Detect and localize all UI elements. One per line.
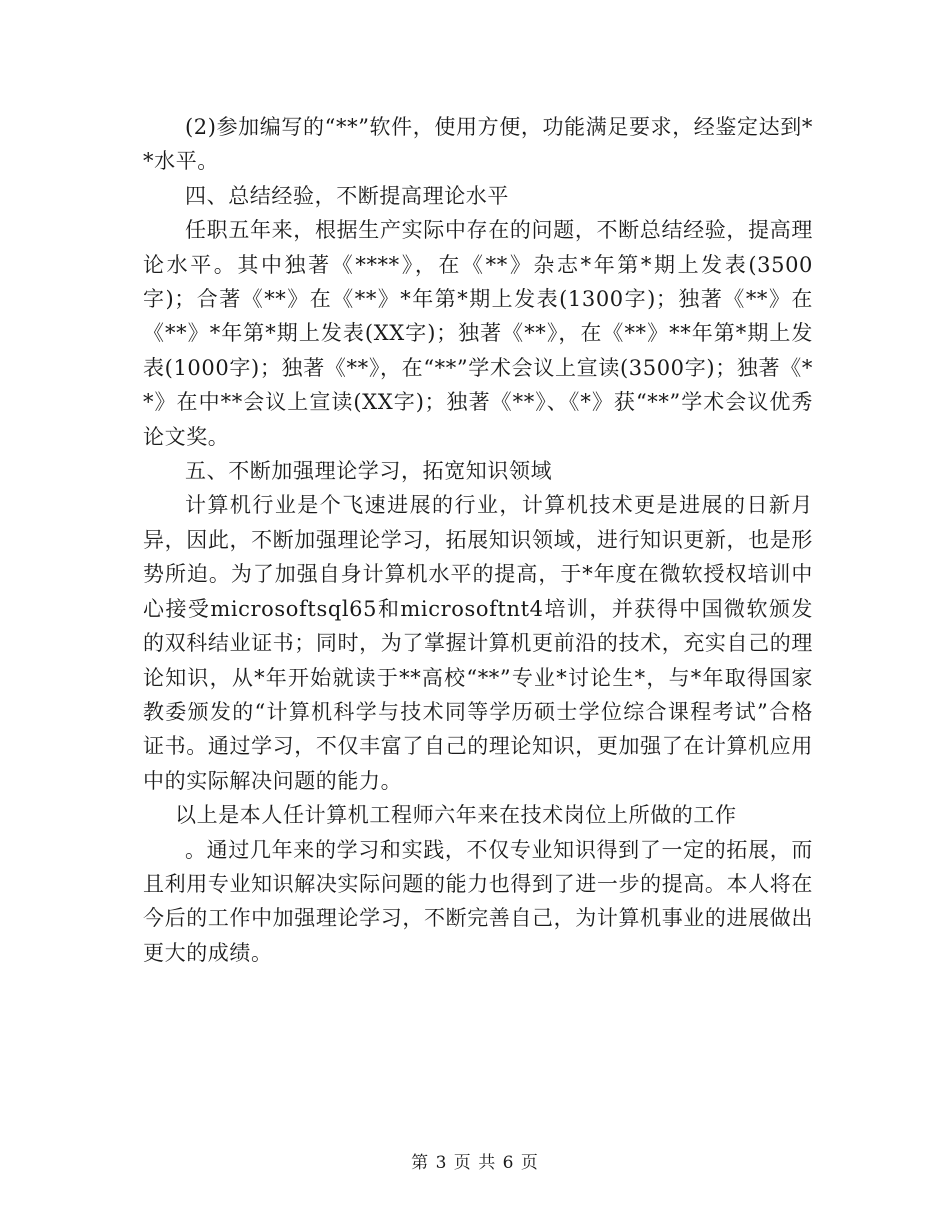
paragraph-learning: 计算机行业是个飞速进展的行业，计算机技术更是进展的日新月异，因此，不断加强理论学习，拓展知识领域，进行知识更新，也是形势所迫。为了加强自身计算机水平的提高，于*年度在微软授权培训中心接受microsoftsql65和microsoftnt4培训，并获得中国微软颁发的双科结业证书；同时，为了掌握计算机更前沿的技术，充实自己的理论知识，从*年开始就读于**高校“**”专业*讨论生*，与*年取得国家教委颁发的“计算机科学与技术同等学历硕士学位综合课程考试”合格证书。通过学习，不仅丰富了自己的理论知识，更加强了在计算机应用中的实际解决问题的能力。 — [143, 493, 813, 793]
paragraph-software: (2)参加编写的“**”软件，使用方便，功能满足要求，经鉴定达到**水平。 — [143, 115, 813, 174]
section-heading-four: 四、总结经验，不断提高理论水平 — [185, 183, 509, 208]
paragraph-summary-intro: 以上是本人任计算机工程师六年来在技术岗位上所做的工作 — [175, 803, 737, 828]
section-heading-five: 五、不断加强理论学习，拓宽知识领域 — [185, 459, 553, 484]
paragraph-publications: 任职五年来，根据生产实际中存在的问题，不断总结经验，提高理论水平。其中独著《****》，在《**》杂志*年第*期上发表(3500字)；合著《**》在《**》*年第*期上发表(1300字)；独著《**》在《**》*年第*期上发表(XX字)；独著《**》，在《**》**年第*期上发表(1000字)；独著《**》，在“**”学术会议上宣读(3500字)；独著《**》在中**会议上宣读(XX字)；独著《**》、《*》获“**”学术会议优秀论文奖。 — [143, 218, 813, 449]
paragraph-summary: 。通过几年来的学习和实践，不仅专业知识得到了一定的拓展，而且利用专业知识解决实际问题的能力也得到了进一步的提高。本人将在今后的工作中加强理论学习，不断完善自己，为计算机事业的进展做出更大的成绩。 — [143, 837, 813, 965]
page-number-footer: 第 3 页 共 6 页 — [411, 1153, 539, 1173]
document-body — [143, 110, 813, 970]
